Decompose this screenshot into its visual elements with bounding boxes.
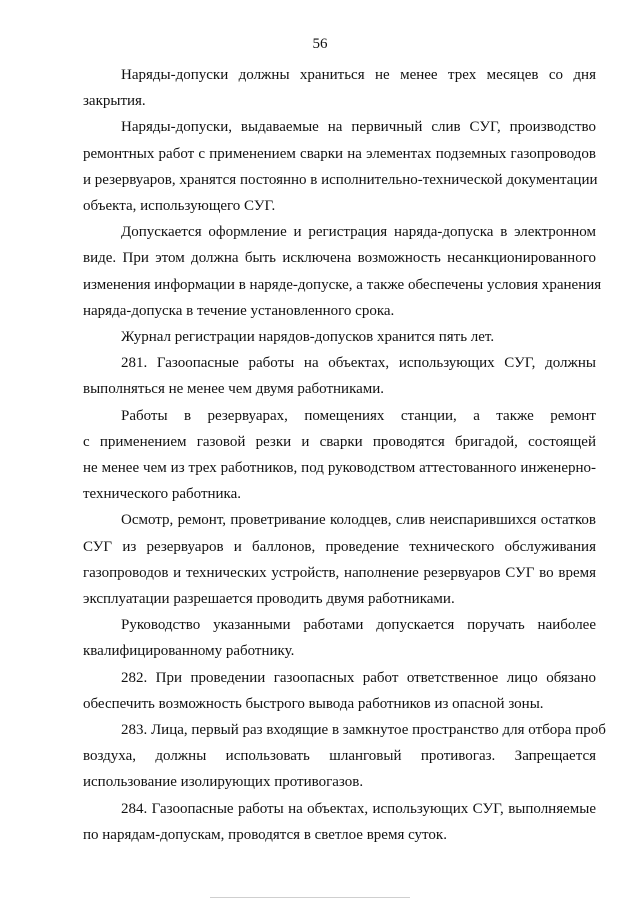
text-line: наряда-допуска в течение установленного срока. — [83, 302, 395, 319]
paragraph — [83, 62, 596, 114]
document-body — [83, 62, 606, 848]
text-line: Журнал регистрации нарядов-допусков хранится пять лет. — [121, 329, 495, 346]
paragraph — [83, 324, 596, 350]
text-line: объекта, использующего СУГ. — [83, 198, 276, 215]
text-line: ремонтных работ с применением сварки на элементах подземных газопроводов — [83, 145, 596, 162]
text-line: выполняться не менее чем двумя работниками. — [83, 381, 385, 398]
text-line: Осмотр, ремонт, проветривание колодцев, слив неиспарившихся остатков — [121, 512, 596, 529]
text-line: виде. При этом должна быть исключена возможность несанкционированного — [83, 250, 596, 267]
text-line: квалифицированному работнику. — [83, 643, 295, 660]
text-line: и резервуаров, хранятся постоянно в исполнительно-технической документации — [83, 171, 598, 188]
paragraph — [83, 114, 596, 219]
text-line: с применением газовой резки и сварки проводятся бригадой, состоящей — [83, 433, 596, 450]
text-line: технического работника. — [83, 486, 242, 503]
text-line: 283. Лица, первый раз входящие в замкнутое пространство для отбора проб — [121, 722, 606, 739]
text-line: 282. При проведении газоопасных работ ответственное лицо обязано — [121, 669, 596, 686]
text-line: закрытия. — [83, 93, 146, 110]
paragraph — [83, 665, 596, 717]
text-line: СУГ из резервуаров и баллонов, проведение технического обслуживания — [83, 538, 596, 555]
text-line: 281. Газоопасные работы на объектах, использующих СУГ, должны — [121, 355, 596, 372]
paragraph — [83, 507, 596, 612]
paragraph — [83, 219, 602, 324]
text-line: Наряды-допуски, выдаваемые на первичный слив СУГ, производство — [121, 119, 596, 136]
paragraph — [83, 717, 606, 796]
text-line: Допускается оформление и регистрация наряда-допуска в электронном — [121, 224, 596, 241]
text-line: обеспечить возможность быстрого вывода работников из опасной зоны. — [83, 695, 544, 712]
text-line: использование изолирующих противогазов. — [83, 774, 364, 791]
text-line: 284. Газоопасные работы на объектах, использующих СУГ, выполняемые — [121, 800, 596, 817]
text-line: газопроводов и технических устройств, наполнение резервуаров СУГ во время — [83, 564, 596, 581]
text-line: эксплуатации разрешается проводить двумя работниками. — [83, 591, 455, 608]
paragraph — [83, 796, 596, 848]
text-line: Руководство указанными работами допускается поручать наиболее — [121, 617, 596, 634]
text-line: воздуха, должны использовать шланговый противогаз. Запрещается — [83, 748, 596, 765]
scan-edge-line — [210, 897, 410, 898]
text-line: Работы в резервуарах, помещениях станции, а также ремонт — [121, 407, 596, 424]
paragraph — [83, 612, 596, 664]
paragraph — [83, 350, 596, 402]
text-line: изменения информации в наряде-допуске, а также обеспечены условия хранения — [83, 276, 602, 293]
page-number: 56 — [312, 36, 328, 52]
text-line: не менее чем из трех работников, под руководством аттестованного инженерно- — [83, 460, 596, 477]
text-line: Наряды-допуски должны храниться не менее трех месяцев со дня — [121, 67, 596, 83]
text-line: по нарядам-допускам, проводятся в светлое время суток. — [83, 826, 447, 843]
paragraph — [83, 403, 596, 508]
